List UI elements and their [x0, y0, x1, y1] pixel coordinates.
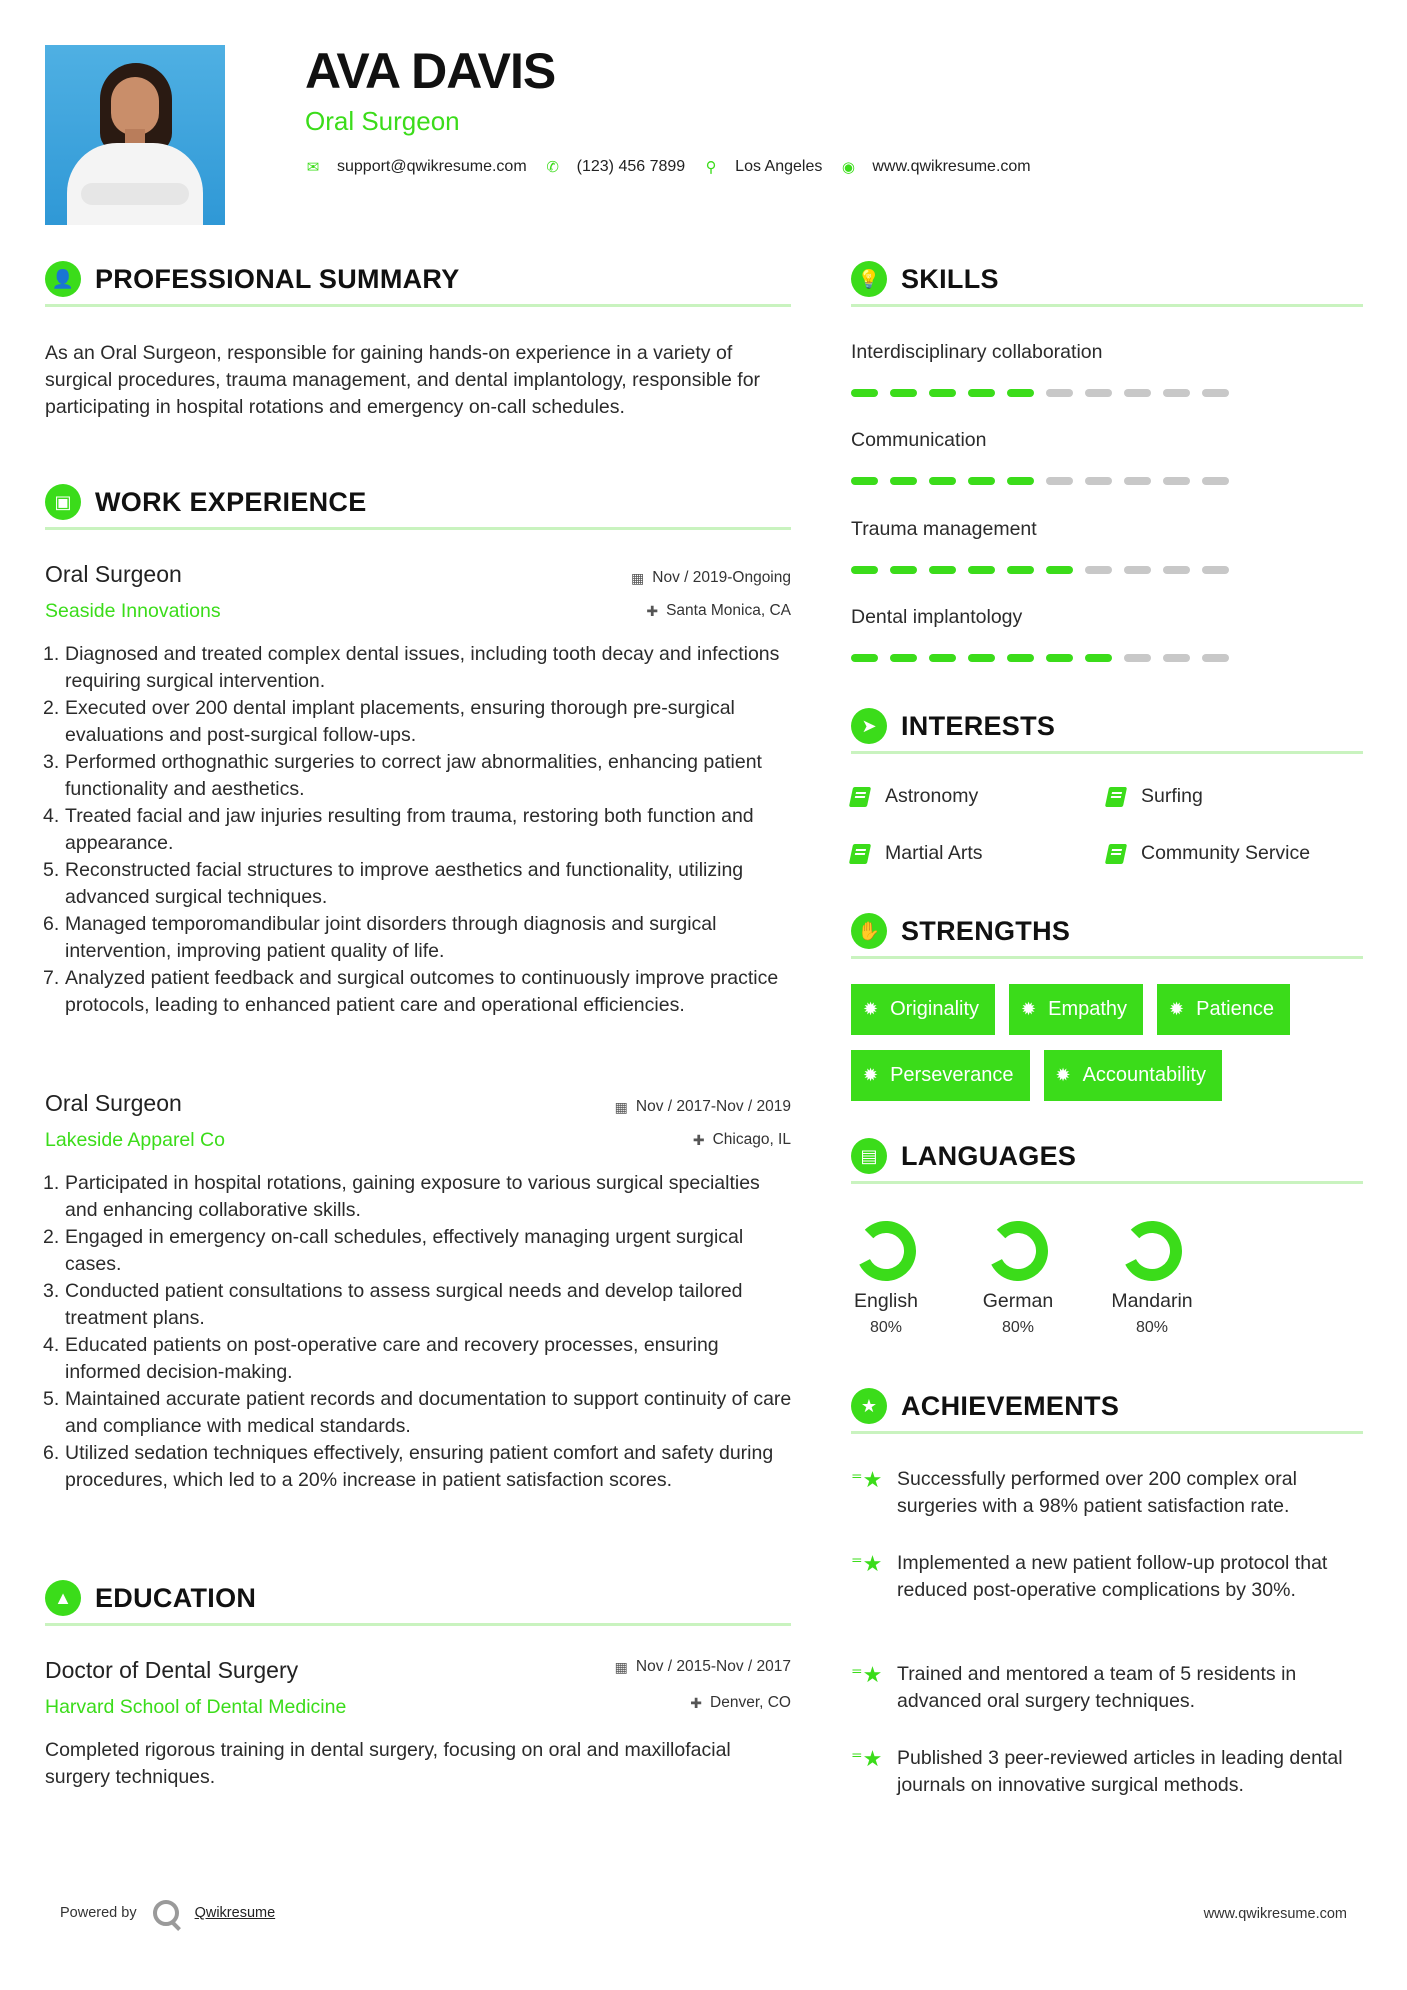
- skill-rating-bar: [851, 389, 1241, 397]
- list-item: 1. Diagnosed and treated complex dental issues, including tooth decay and infections requiring surgical intervention.: [43, 643, 780, 692]
- id-card-icon: ▤: [851, 1138, 887, 1174]
- pushpin-icon: ✚: [690, 1694, 703, 1711]
- badge-icon: ✹: [863, 999, 879, 1019]
- skill-name: Trauma management: [851, 518, 1037, 540]
- language-progress-ring: [855, 1220, 917, 1282]
- badge-icon: ✹: [1055, 1065, 1071, 1085]
- language-progress-arc: [997, 1227, 1042, 1275]
- skill-segment: [890, 389, 917, 397]
- interest-item: Martial Arts: [851, 842, 983, 865]
- star-icon: ⁼★: [851, 1467, 883, 1492]
- skill-segment: [929, 389, 956, 397]
- section-divider: [851, 751, 1363, 754]
- star-icon: ⁼★: [851, 1746, 883, 1771]
- school-name: Harvard School of Dental Medicine: [45, 1696, 347, 1718]
- job-location: ✚ Santa Monica, CA: [646, 602, 791, 619]
- section-divider: [45, 304, 791, 307]
- interest-item: Community Service: [1107, 842, 1310, 865]
- job-location: ✚ Chicago, IL: [692, 1131, 791, 1148]
- list-item: 7. Analyzed patient feedback and surgical outcomes to continuously improve practice protocols, leading to enhanced patient care and operational efficiencies.: [43, 967, 779, 1016]
- calendar-icon: ▦: [631, 569, 645, 586]
- candidate-role: Oral Surgeon: [305, 106, 460, 136]
- experience-heading: ▣ WORK EXPERIENCE: [45, 482, 367, 522]
- job-duties-list: [45, 1170, 795, 1494]
- paper-plane-icon: ➤: [851, 708, 887, 744]
- skill-segment: [1124, 654, 1151, 662]
- list-item: 6. Managed temporomandibular joint disorders through diagnosis and surgical intervention, improving patient quality of life.: [43, 913, 717, 962]
- list-item: 5. Reconstructed facial structures to improve aesthetics and functionality, utilizing advanced surgical techniques.: [43, 859, 744, 908]
- trophy-star-icon: ★: [851, 1388, 887, 1424]
- list-item: 2. Executed over 200 dental implant placements, ensuring thorough pre-surgical evaluations and post-surgical follow-ups.: [43, 697, 735, 746]
- skill-segment: [1007, 477, 1034, 485]
- strength-chip: ✹ Perseverance: [851, 1050, 1030, 1101]
- profile-photo: [45, 45, 225, 225]
- strength-chip: ✹ Accountability: [1044, 1050, 1223, 1101]
- contact-bar: [305, 158, 1049, 176]
- skill-segment: [1202, 566, 1229, 574]
- skill-segment: [1007, 566, 1034, 574]
- star-icon: ⁼★: [851, 1551, 883, 1576]
- section-divider: [45, 527, 791, 530]
- footer-powered-by: Powered by Qwikresume: [60, 1900, 275, 1926]
- skill-name: Communication: [851, 429, 987, 451]
- skill-rating-bar: [851, 654, 1241, 662]
- pushpin-icon: ✚: [692, 1131, 705, 1148]
- skill-segment: [1124, 389, 1151, 397]
- section-divider: [851, 1431, 1363, 1434]
- skill-name: Interdisciplinary collaboration: [851, 341, 1103, 363]
- calendar-icon: ▦: [614, 1098, 628, 1115]
- skill-segment: [1046, 566, 1073, 574]
- list-item: 4. Educated patients on post-operative care and recovery processes, ensuring informed decision-making.: [43, 1334, 719, 1383]
- candidate-name: AVA DAVIS: [305, 43, 556, 99]
- achievements-heading: ★ ACHIEVEMENTS: [851, 1386, 1119, 1426]
- globe-icon: ◉: [841, 159, 855, 176]
- job-date: ▦ Nov / 2017-Nov / 2019: [614, 1098, 791, 1115]
- strengths-heading: ✋ STRENGTHS: [851, 911, 1070, 951]
- section-divider: [45, 1623, 791, 1626]
- skill-segment: [1085, 654, 1112, 662]
- strength-chip: ✹ Originality: [851, 984, 995, 1035]
- section-divider: [851, 304, 1363, 307]
- languages-heading: ▤ LANGUAGES: [851, 1136, 1076, 1176]
- user-icon: 👤: [45, 261, 81, 297]
- job-title: Oral Surgeon: [45, 561, 182, 587]
- skill-segment: [1046, 477, 1073, 485]
- skill-segment: [851, 566, 878, 574]
- degree-title: Doctor of Dental Surgery: [45, 1657, 299, 1683]
- job-duties-list: [45, 641, 795, 1019]
- badge-icon: ✹: [1169, 999, 1185, 1019]
- summary-text: As an Oral Surgeon, responsible for gaining hands-on experience in a variety of surgical procedures, trauma management, and dental implantology, responsible for participating in hospital rotations and emergency on-call schedules.: [45, 342, 761, 418]
- skill-segment: [851, 389, 878, 397]
- skill-segment: [968, 654, 995, 662]
- skills-heading: 💡 SKILLS: [851, 259, 999, 299]
- skill-segment: [1124, 566, 1151, 574]
- contact-website[interactable]: ◉ www.qwikresume.com: [841, 158, 1031, 176]
- skill-segment: [1085, 566, 1112, 574]
- list-item: 1. Participated in hospital rotations, gaining exposure to various surgical specialties and enhancing collaborative skills.: [43, 1172, 760, 1221]
- skill-rating-bar: [851, 477, 1241, 485]
- language-item: English 80%: [836, 1220, 936, 1337]
- skill-segment: [890, 566, 917, 574]
- footer-brand-link[interactable]: Qwikresume: [194, 1905, 276, 1921]
- list-item: 6. Utilized sedation techniques effectively, ensuring patient comfort and safety during procedures, which led to a 20% increase in patient satisfaction scores.: [43, 1442, 774, 1491]
- location-pin-icon: ⚲: [705, 159, 717, 176]
- achievement-item: ⁼★ Published 3 peer-reviewed articles in leading dental journals on innovative surgical methods.: [851, 1745, 1357, 1799]
- achievement-item: ⁼★ Implemented a new patient follow-up protocol that reduced post-operative complications by 30%.: [851, 1550, 1357, 1604]
- interest-item: Astronomy: [851, 785, 978, 808]
- phone-icon: ✆: [546, 159, 559, 176]
- skill-segment: [1046, 654, 1073, 662]
- education-heading: ▲ EDUCATION: [45, 1578, 256, 1618]
- book-icon: [849, 844, 871, 864]
- skill-segment: [890, 477, 917, 485]
- skill-segment: [1085, 477, 1112, 485]
- strength-chip: ✹ Empathy: [1009, 984, 1143, 1035]
- strengths-list: [851, 984, 1371, 1116]
- skill-segment: [851, 654, 878, 662]
- pushpin-icon: ✚: [646, 602, 659, 619]
- skill-segment: [1163, 566, 1190, 574]
- skill-segment: [1046, 389, 1073, 397]
- skill-segment: [1163, 477, 1190, 485]
- contact-email[interactable]: ✉ support@qwikresume.com: [306, 158, 527, 176]
- language-item: Mandarin 80%: [1102, 1220, 1202, 1337]
- book-icon: [1105, 787, 1127, 807]
- badge-icon: ✹: [863, 1065, 879, 1085]
- skill-segment: [1007, 389, 1034, 397]
- skill-segment: [890, 654, 917, 662]
- strength-chip: ✹ Patience: [1157, 984, 1290, 1035]
- skill-segment: [968, 389, 995, 397]
- job-company: Lakeside Apparel Co: [45, 1129, 225, 1151]
- book-icon: [1105, 844, 1127, 864]
- language-item: German 80%: [968, 1220, 1068, 1337]
- skill-segment: [929, 566, 956, 574]
- chair-icon: ▣: [45, 484, 81, 520]
- skill-segment: [1202, 654, 1229, 662]
- skill-segment: [1163, 389, 1190, 397]
- list-item: 4. Treated facial and jaw injuries resulting from trauma, restoring both function and appearance.: [43, 805, 754, 854]
- job-date: ▦ Nov / 2019-Ongoing: [631, 569, 791, 586]
- badge-icon: ✹: [1021, 999, 1037, 1019]
- list-item: 5. Maintained accurate patient records and documentation to support continuity of care and compliance with medical standards.: [43, 1388, 792, 1437]
- skill-segment: [929, 477, 956, 485]
- list-item: 3. Conducted patient consultations to assess surgical needs and develop tailored treatment plans.: [43, 1280, 743, 1329]
- interests-heading: ➤ INTERESTS: [851, 706, 1055, 746]
- graduate-icon: ▲: [45, 1580, 81, 1616]
- skill-rating-bar: [851, 566, 1241, 574]
- list-item: 3. Performed orthognathic surgeries to correct jaw abnormalities, enhancing patient functionality and aesthetics.: [43, 751, 762, 800]
- summary-heading: 👤 PROFESSIONAL SUMMARY: [45, 259, 460, 299]
- calendar-icon: ▦: [614, 1658, 628, 1675]
- job-title: Oral Surgeon: [45, 1090, 182, 1116]
- envelope-icon: ✉: [306, 159, 320, 176]
- star-icon: ⁼★: [851, 1662, 883, 1687]
- list-item: 2. Engaged in emergency on-call schedules, effectively managing urgent surgical cases.: [43, 1226, 744, 1275]
- skill-segment: [1007, 654, 1034, 662]
- education-text: Completed rigorous training in dental surgery, focusing on oral and maxillofacial surgery techniques.: [45, 1739, 731, 1788]
- education-date: ▦ Nov / 2015-Nov / 2017: [614, 1658, 791, 1675]
- skill-segment: [968, 566, 995, 574]
- skill-segment: [1202, 477, 1229, 485]
- hand-icon: ✋: [851, 913, 887, 949]
- achievement-item: ⁼★ Trained and mentored a team of 5 residents in advanced oral surgery techniques.: [851, 1661, 1357, 1715]
- skill-segment: [968, 477, 995, 485]
- skill-segment: [1202, 389, 1229, 397]
- qwikresume-logo-icon: [153, 1900, 179, 1926]
- skill-segment: [1124, 477, 1151, 485]
- lightbulb-icon: 💡: [851, 261, 887, 297]
- education-location: ✚ Denver, CO: [690, 1694, 791, 1711]
- skill-segment: [929, 654, 956, 662]
- interest-item: Surfing: [1107, 785, 1203, 808]
- language-progress-arc: [865, 1227, 910, 1275]
- footer-url[interactable]: www.qwikresume.com: [1203, 1906, 1347, 1922]
- language-progress-arc: [1131, 1227, 1176, 1275]
- section-divider: [851, 1181, 1363, 1184]
- language-progress-ring: [987, 1220, 1049, 1282]
- skill-segment: [1163, 654, 1190, 662]
- job-company: Seaside Innovations: [45, 600, 221, 622]
- skill-name: Dental implantology: [851, 606, 1023, 628]
- book-icon: [849, 787, 871, 807]
- skill-segment: [851, 477, 878, 485]
- skill-segment: [1085, 389, 1112, 397]
- contact-phone[interactable]: ✆ (123) 456 7899: [546, 158, 686, 176]
- section-divider: [851, 956, 1363, 959]
- achievement-item: ⁼★ Successfully performed over 200 complex oral surgeries with a 98% patient satisfaction rate.: [851, 1466, 1357, 1520]
- language-progress-ring: [1121, 1220, 1183, 1282]
- contact-location: ⚲ Los Angeles: [703, 158, 822, 176]
